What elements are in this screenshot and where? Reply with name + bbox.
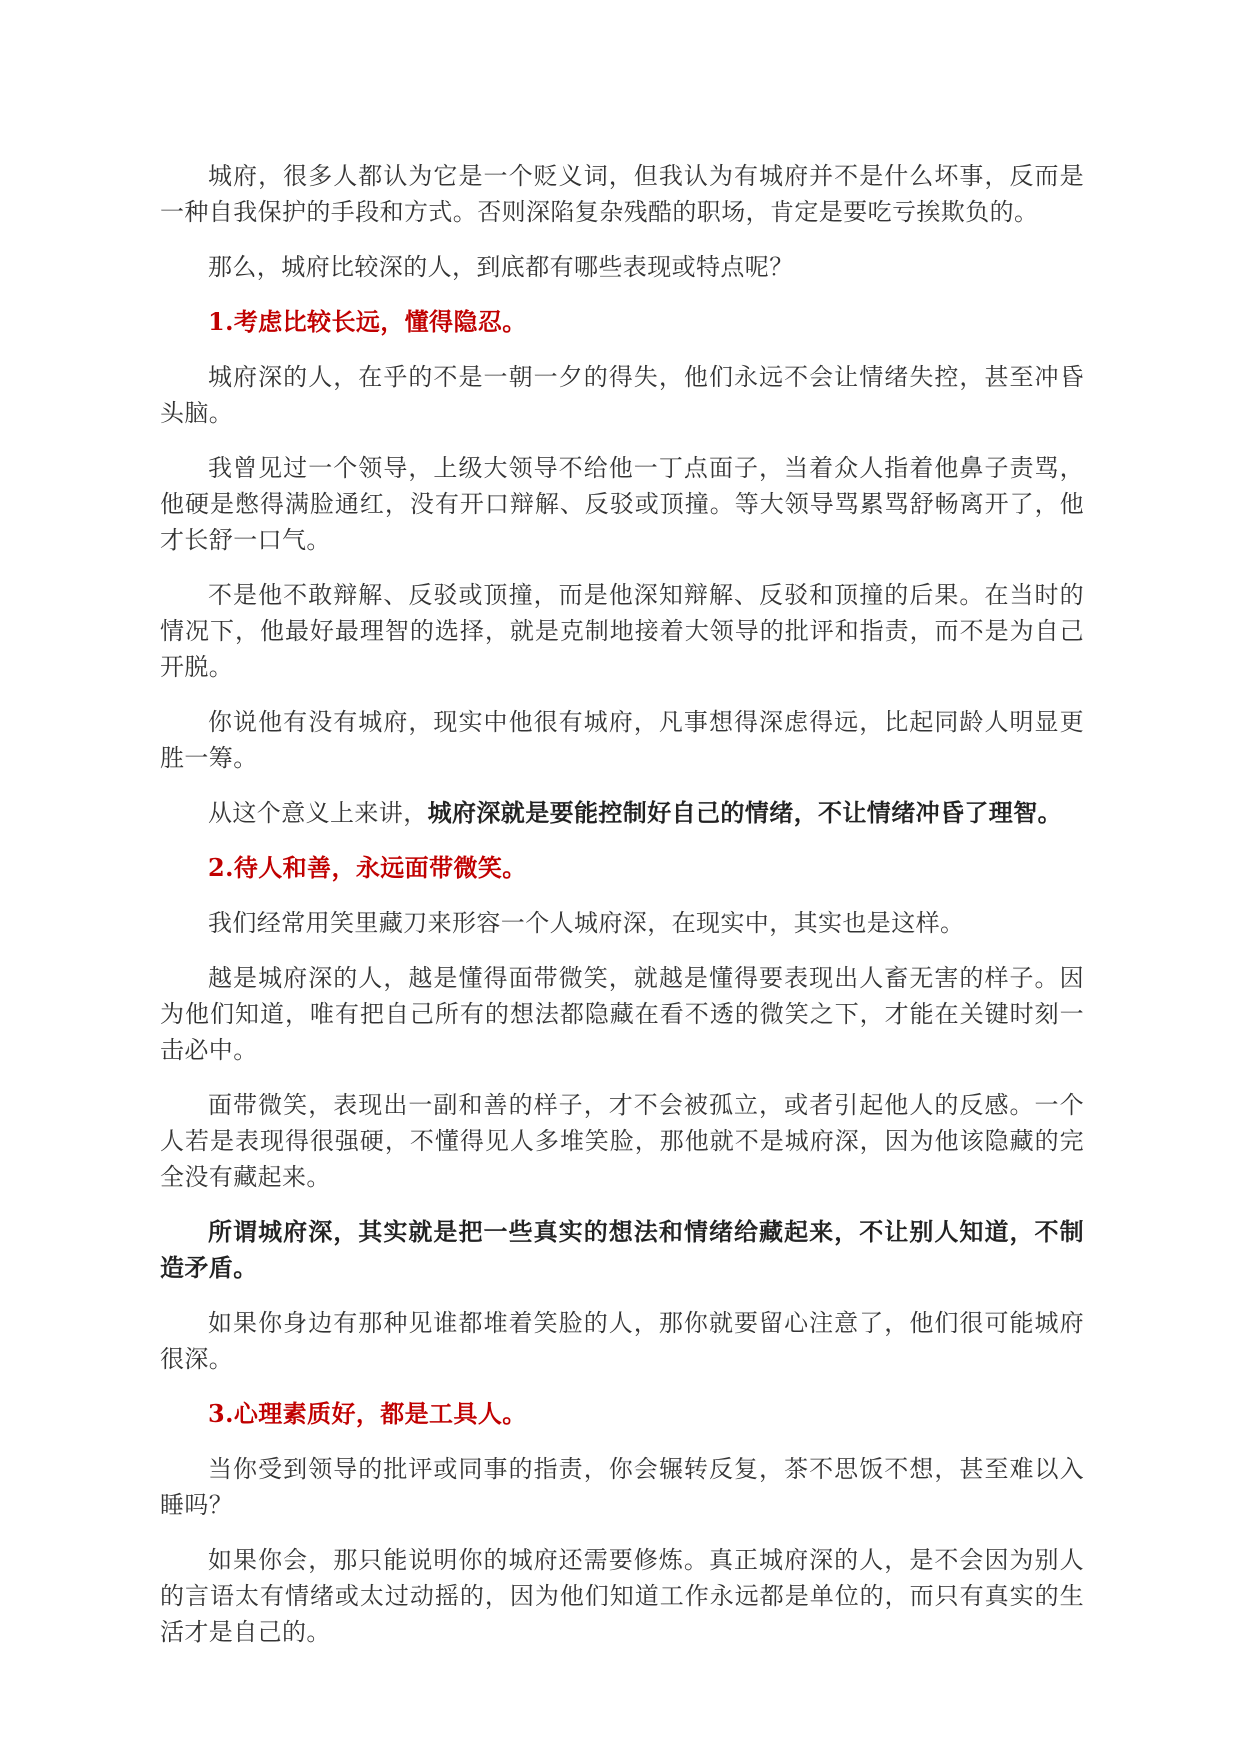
paragraph: 如果你会，那只能说明你的城府还需要修炼。真正城府深的人，是不会因为别人的言语太有情绪或太过动摇的，因为他们知道工作永远都是单位的，而只有真实的生活才是自己的。 [160, 1546, 1084, 1646]
paragraph-intro: 城府，很多人都认为它是一个贬义词，但我认为有城府并不是什么坏事，反而是一种自我保护的手段和方式。否则深陷复杂残酷的职场，肯定是要吃亏挨欺负的。 [160, 162, 1084, 226]
bold-statement-paragraph: 所谓城府深，其实就是把一些真实的想法和情绪给藏起来，不让别人知道，不制造矛盾。 [160, 1217, 1084, 1282]
paragraph: 不是他不敢辩解、反驳或顶撞，而是他深知辩解、反驳和顶撞的后果。在当时的情况下，他最好最理智的选择，就是克制地接着大领导的批评和指责，而不是为自己开脱。 [160, 581, 1084, 681]
paragraph: 我曾见过一个领导，上级大领导不给他一丁点面子，当着众人指着他鼻子责骂，他硬是憋得满脸通红，没有开口辩解、反驳或顶撞。等大领导骂累骂舒畅离开了，他才长舒一口气。 [160, 454, 1084, 554]
section-heading-3: 3.心理素质好，都是工具人。 [208, 1399, 527, 1428]
section-heading-1: 1.考虑比较长远，懂得隐忍。 [208, 307, 527, 336]
paragraph: 面带微笑，表现出一副和善的样子，才不会被孤立，或者引起他人的反感。一个人若是表现得很强硬，不懂得见人多堆笑脸，那他就不是城府深，因为他该隐藏的完全没有藏起来。 [160, 1091, 1084, 1191]
paragraph-conclusion-1 [160, 795, 1084, 831]
paragraph: 越是城府深的人，越是懂得面带微笑，就越是懂得要表现出人畜无害的样子。因为他们知道，唯有把自己所有的想法都隐藏在看不透的微笑之下，才能在关键时刻一击必中。 [160, 964, 1084, 1064]
paragraph-prefix: 从这个意义上来讲， [208, 799, 428, 827]
paragraph: 如果你身边有那种见谁都堆着笑脸的人，那你就要留心注意了，他们很可能城府很深。 [160, 1309, 1084, 1373]
paragraph-question: 那么，城府比较深的人，到底都有哪些表现或特点呢？ [208, 253, 794, 281]
paragraph: 当你受到领导的批评或同事的指责，你会辗转反复，茶不思饭不想，甚至难以入睡吗？ [160, 1455, 1084, 1519]
paragraph: 你说他有没有城府，现实中他很有城府，凡事想得深虑得远，比起同龄人明显更胜一筹。 [160, 708, 1084, 772]
paragraph: 城府深的人，在乎的不是一朝一夕的得失，他们永远不会让情绪失控，甚至冲昏头脑。 [160, 363, 1084, 427]
section-heading-2: 2.待人和善，永远面带微笑。 [208, 853, 527, 882]
bold-statement: 城府深就是要能控制好自己的情绪，不让情绪冲昏了理智。 [427, 798, 1063, 827]
document-page [160, 158, 1084, 1669]
paragraph: 我们经常用笑里藏刀来形容一个人城府深，在现实中，其实也是这样。 [208, 909, 965, 937]
